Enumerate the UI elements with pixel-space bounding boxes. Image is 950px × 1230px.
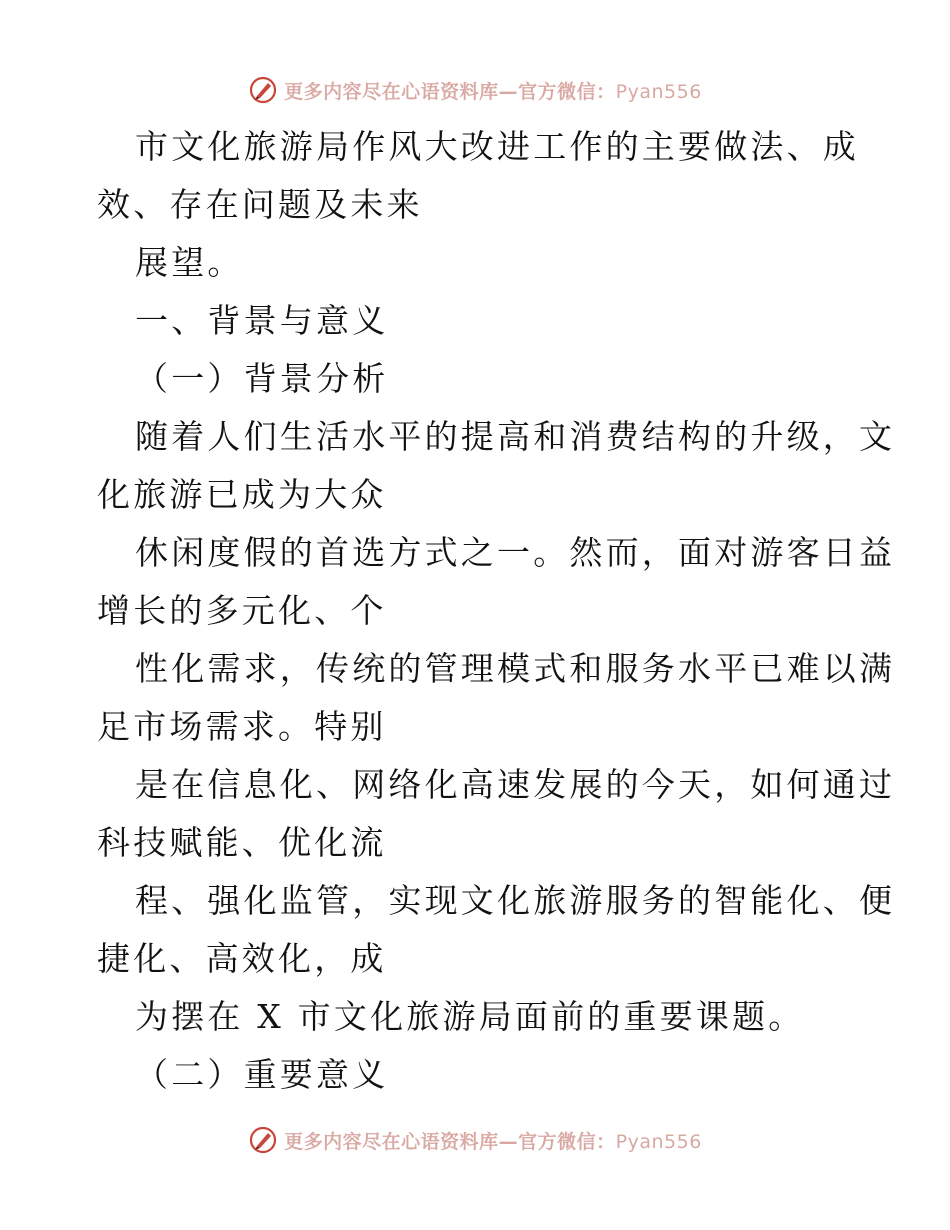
document-body xyxy=(97,118,896,1104)
doc-title-line-3: 展望。 xyxy=(135,243,244,282)
watermark-text: 更多内容尽在心语资料库—官方微信：Pyan556 xyxy=(284,1130,702,1153)
watermark-id: Pyan556 xyxy=(615,80,702,103)
paragraph-line: 增长的多元化、个 xyxy=(97,591,387,630)
paragraph-line: 随着人们生活水平的提高和消费结构的升级，文 xyxy=(135,417,896,456)
footer-watermark xyxy=(0,1120,950,1160)
paragraph-line: 科技赋能、优化流 xyxy=(97,823,387,862)
watermark-id: Pyan556 xyxy=(615,1130,702,1153)
header-watermark xyxy=(0,70,950,110)
paragraph-line: 捷化、高效化，成 xyxy=(97,939,387,978)
subsection-heading: （一）背景分析 xyxy=(135,359,389,398)
paragraph-line: 是在信息化、网络化高速发展的今天，如何通过 xyxy=(135,765,896,804)
pen-logo-icon xyxy=(248,75,278,105)
paragraph-line: 性化需求，传统的管理模式和服务水平已难以满 xyxy=(135,649,896,688)
subsection-heading: （二）重要意义 xyxy=(135,1055,389,1094)
doc-title-line-2: 效、存在问题及未来 xyxy=(97,185,423,224)
section-heading: 一、背景与意义 xyxy=(135,301,389,340)
watermark-text: 更多内容尽在心语资料库—官方微信：Pyan556 xyxy=(284,80,702,103)
paragraph-line: 足市场需求。特别 xyxy=(97,707,387,746)
paragraph-line: 化旅游已成为大众 xyxy=(97,475,387,514)
doc-title-line-1: 市文化旅游局作风大改进工作的主要做法、成 xyxy=(135,127,859,166)
pen-logo-icon xyxy=(248,1125,278,1155)
paragraph-line: 休闲度假的首选方式之一。然而，面对游客日益 xyxy=(135,533,896,572)
paragraph-line: 程、强化监管，实现文化旅游服务的智能化、便 xyxy=(135,881,896,920)
paragraph-line: 为摆在 X 市文化旅游局面前的重要课题。 xyxy=(135,997,805,1036)
